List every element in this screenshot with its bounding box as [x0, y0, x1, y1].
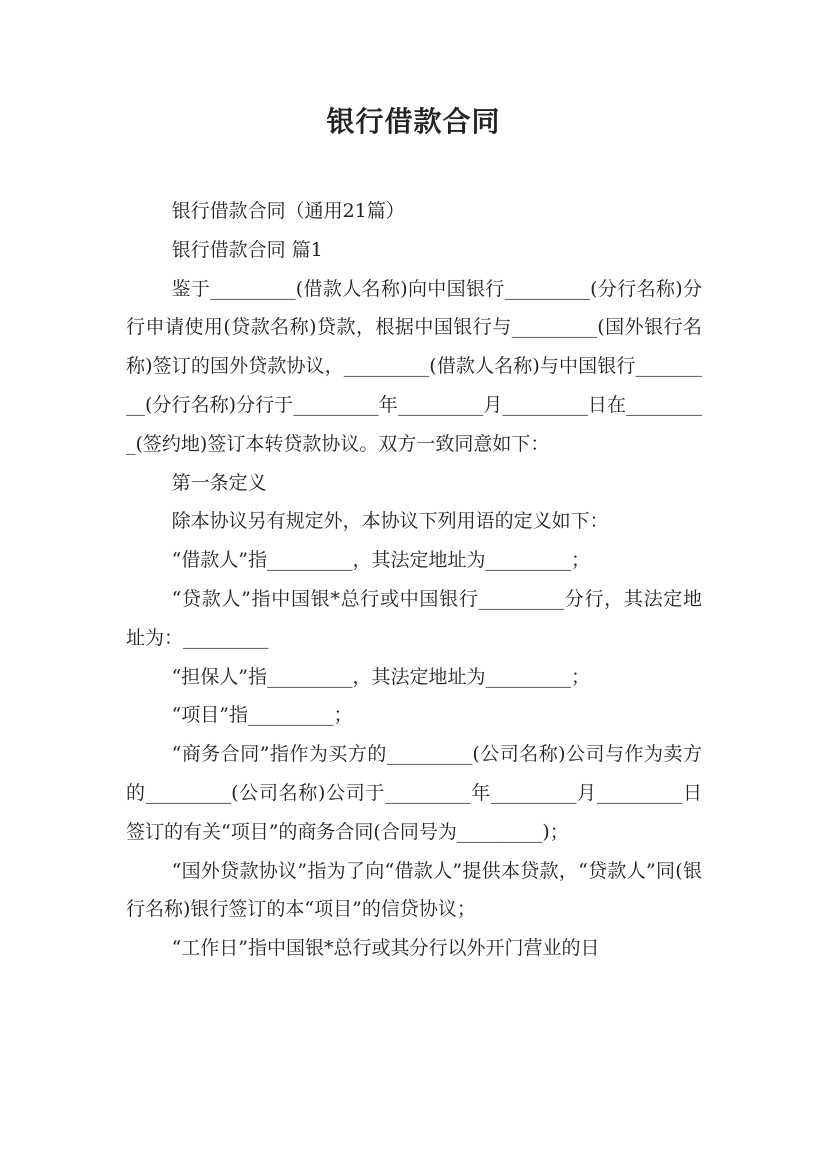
paragraph: “商务合同”指作为买方的_________(公司名称)公司与作为卖方的_________(公司名称)公司于_________年_________月_________日签订的有关“项目”的商务合同(合同号为_________)；: [126, 743, 702, 843]
paragraph: “项目”指_________；: [171, 704, 353, 727]
paragraph: “担保人”指_________，其法定地址为_________；: [171, 665, 591, 688]
paragraph: “贷款人”指中国银*总行或中国银行_________分行，其法定地址为：_________: [126, 587, 702, 649]
paragraph: 鉴于_________(借款人名称)向中国银行_________(分行名称)分行申请使用(贷款名称)贷款，根据中国银行与_________(国外银行名称)签订的国外贷款协议，_________(借款人名称)与中国银行_________(分行名称)分行于_________年_________月_________日在_________(签约地)签订本转贷款协议。双方一致同意如下：: [126, 277, 702, 455]
paragraph: 银行借款合同 篇1: [171, 238, 323, 261]
paragraph: “国外贷款协议”指为了向“借款人”提供本贷款，“贷款人”同(银行名称)银行签订的本“项目”的信贷协议；: [126, 859, 702, 921]
paragraph: 银行借款合同（通用21篇）: [171, 200, 405, 222]
paragraph: “工作日”指中国银*总行或其分行以外开门营业的日: [171, 937, 600, 960]
paragraph: 除本协议另有规定外，本协议下列用语的定义如下：: [171, 510, 609, 533]
paragraph: 第一条定义: [171, 471, 267, 494]
paragraph: “借款人”指_________，其法定地址为_________；: [171, 549, 591, 572]
document-title: 银行借款合同: [326, 105, 501, 138]
document-body: [126, 192, 702, 968]
